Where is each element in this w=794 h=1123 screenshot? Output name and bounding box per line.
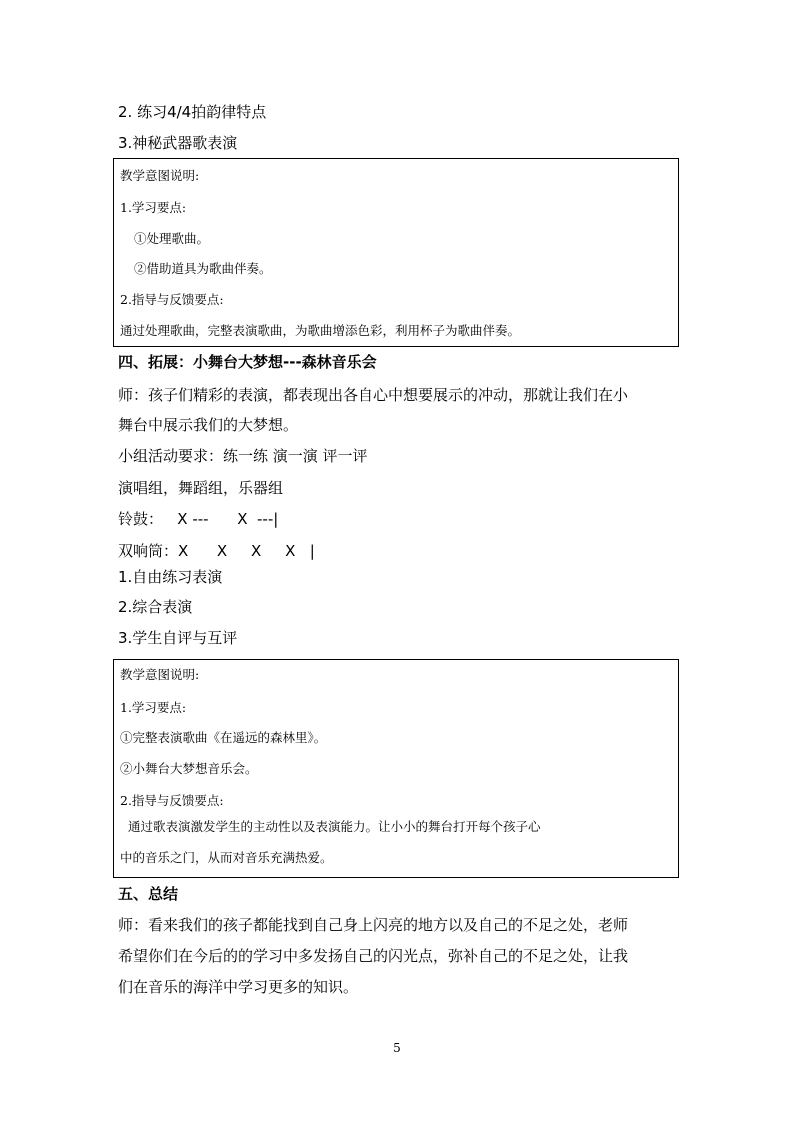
box2-point-1: ①完整表演歌曲《在遥远的森林里》。 [120,730,327,745]
group-requirements: 小组活动要求：练一练 演一演 评一评 [118,447,368,465]
step-2: 2. 练习4/4拍韵律特点 [118,103,267,121]
teaching-intent-box-2 [113,659,679,878]
box2-learning-points: 1.学习要点: [120,700,187,715]
page-number: 5 [393,1041,401,1055]
box1-point-2: ②借助道具为歌曲伴奏。 [134,261,272,276]
box1-title: 教学意图说明: [120,168,200,183]
wood-block-rhythm: 双响筒：X X X X | [118,542,315,560]
activity-step-2: 2.综合表演 [118,598,193,616]
groups: 演唱组，舞蹈组，乐器组 [118,479,284,497]
box1-guidance: 2.指导与反馈要点: [120,292,224,307]
section-4-heading: 四、拓展：小舞台大梦想---森林音乐会 [118,353,377,371]
box2-title: 教学意图说明: [120,667,200,682]
section-4-para-line-1: 师：孩子们精彩的表演，都表现出各自心中想要展示的冲动，那就让我们在小 [118,386,629,404]
activity-step-1: 1.自由练习表演 [118,568,223,586]
tambourine-rhythm: 铃鼓： X --- X ---| [118,510,279,528]
summary-line-1: 师：看来我们的孩子都能找到自己身上闪亮的地方以及自己的不足之处，老师 [118,916,629,934]
section-5-heading: 五、总结 [118,885,179,903]
box1-point-1: ①处理歌曲。 [134,231,210,246]
box2-guidance-text-1: 通过歌表演激发学生的主动性以及表演能力。让小小的舞台打开每个孩子心 [120,819,541,834]
teaching-intent-box-1 [113,158,679,347]
box2-guidance: 2.指导与反馈要点: [120,793,224,808]
step-3: 3.神秘武器歌表演 [118,134,238,152]
box1-learning-points: 1.学习要点: [120,200,187,215]
box2-guidance-text-2: 中的音乐之门，从而对音乐充满热爱。 [120,850,333,865]
section-4-para-line-2: 舞台中展示我们的大梦想。 [118,416,299,434]
activity-step-3: 3.学生自评与互评 [118,629,238,647]
box1-guidance-text: 通过处理歌曲，完整表演歌曲，为歌曲增添色彩，利用杯子为歌曲伴奏。 [120,323,521,338]
summary-line-2: 希望你们在今后的的学习中多发扬自己的闪光点，弥补自己的不足之处，让我 [118,947,629,965]
box2-point-2: ②小舞台大梦想音乐会。 [120,761,258,776]
summary-line-3: 们在音乐的海洋中学习更多的知识。 [118,978,359,996]
